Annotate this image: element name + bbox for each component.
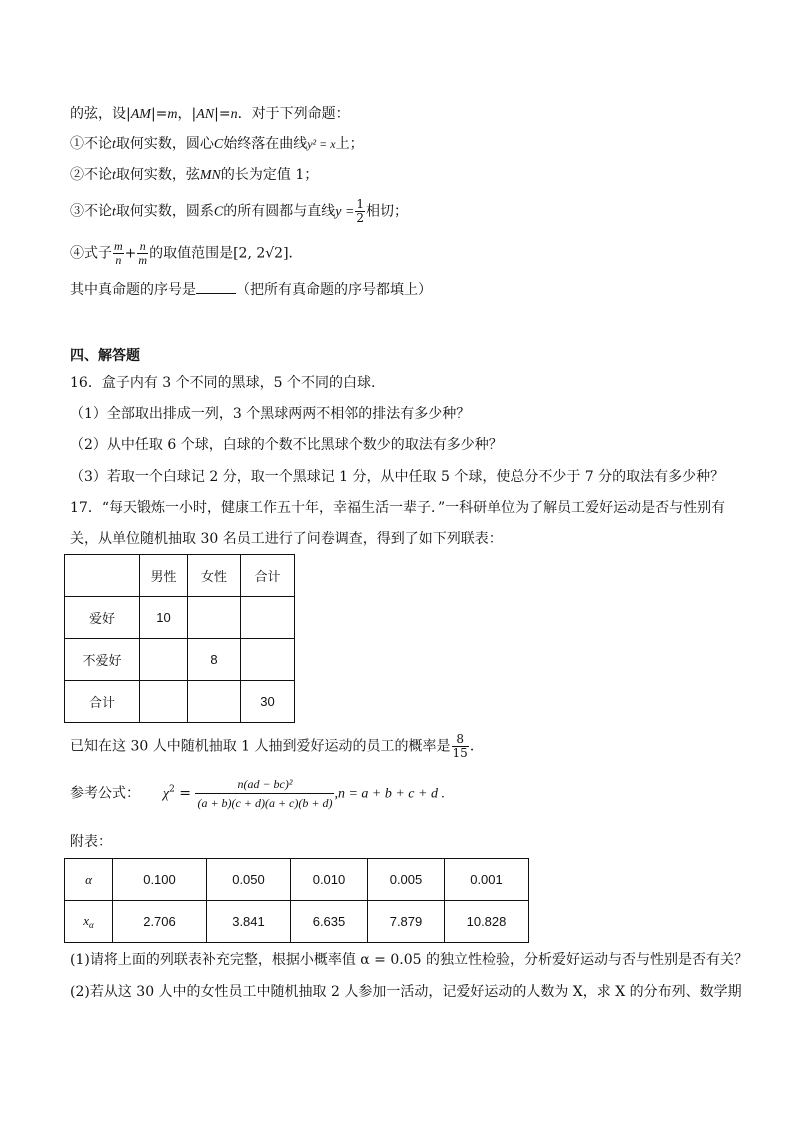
formula-tail: ,n = a + b + c + d . [334,786,445,802]
table-cell: 不爱好 [65,639,140,681]
table-cell: 10 [140,597,188,639]
p15-statement-3 [70,198,408,225]
table-cell: 0.001 [445,859,529,901]
table-cell: 3.841 [207,901,291,943]
prob-fraction [452,733,469,760]
an-symbol: AN [196,107,215,122]
table-cell: 7.879 [368,901,445,943]
c-symbol: C [213,204,224,220]
x-label: x [83,913,90,928]
half-numerator: 1 [356,197,365,211]
p15-statement-4 [70,240,303,267]
s3-d: 相切； [366,203,409,220]
table-row [65,681,295,723]
p15-statement-1 [70,134,364,155]
table-cell [140,681,188,723]
prob-text: 已知在这 30 人中随机抽取 1 人抽到爱好运动的员工的概率是 [70,738,451,755]
table-cell [241,639,295,681]
y-equals: y = [335,204,355,220]
p17-probability-line [70,733,484,760]
p16-stem: 16．盒子内有 3 个不同的黑球，5 个不同的白球. [70,375,376,391]
s3-a: ③不论 [70,203,112,220]
table-cell [241,597,295,639]
critical-row [65,901,529,943]
p15-intro-e: ．对于下列命题： [237,106,350,122]
s4-b: 的取值范围是 [149,245,234,262]
table-cell: 合计 [241,555,295,597]
p15-statement-2 [70,165,318,186]
table-cell: 6.635 [291,901,368,943]
p15-intro-line [70,104,350,125]
formula-label: 参考公式： [70,785,140,802]
x-alpha-label [65,901,113,943]
m-symbol: m [167,107,178,122]
nm-num: n [137,240,148,254]
s3-b: 取何实数，圆系 [115,203,214,220]
table-cell: 0.050 [207,859,291,901]
table-cell [188,597,241,639]
m-over-n-fraction [113,240,124,267]
table-cell: 30 [241,681,295,723]
s1-b: 取何实数，圆心 [115,136,214,152]
c-symbol: C [213,137,224,152]
p15-intro-a: 的弦，设| [70,106,131,122]
chi-square-fraction [195,775,334,812]
table-cell: 0.005 [368,859,445,901]
q-b: （把所有真命题的序号都填上） [236,282,432,298]
s4-c: ． [288,245,303,262]
p17-stem-2: 关，从单位随机抽取 30 名员工进行了问卷调查，得到了如下列联表： [70,531,503,547]
table-cell: 合计 [65,681,140,723]
section-title: 四、解答题 [70,348,140,364]
table-cell: 2.706 [113,901,207,943]
formula-numerator: n(ad − bc)² [195,775,334,794]
answer-blank[interactable] [196,279,236,294]
range-value: [2, 2√2] [233,245,289,262]
table-cell: 0.100 [113,859,207,901]
table-cell [65,555,140,597]
mn-den: n [115,253,122,267]
s2-a: ②不论 [70,167,112,183]
half-fraction [355,198,365,225]
table-cell: 爱好 [65,597,140,639]
chi-symbol: χ [162,786,170,802]
nm-den: m [138,253,148,267]
s1-c: 始终落在曲线 [223,136,308,152]
s2-b: 取何实数，弦 [115,167,200,183]
p15-intro-d: |= [214,106,231,122]
s3-c: 的所有圆都与直线 [223,203,336,220]
table-row [65,597,295,639]
curve-expression: y² = x [307,137,336,151]
table-row [65,639,295,681]
p15-question-line [70,279,432,300]
p16-q2: （2）从中任取 6 个球，白球的个数不比黑球个数少的取法有多少种？ [70,437,503,453]
p16-q3: （3）若取一个白球记 2 分，取一个黑球记 1 分，从中任取 5 个球，使总分不少于 7 分的取法有多少种？ [70,469,725,485]
p17-stem-1: 17．“每天锻炼一小时，健康工作五十年，幸福生活一辈子．”一科研单位为了解员工爱好运动是否与性别有 [70,500,726,516]
t-symbol: t [112,137,116,152]
prob-end: ． [469,738,484,755]
formula-denominator: (a + b)(c + d)(a + c)(b + d) [197,796,333,810]
s1-a: ①不论 [70,136,112,152]
s1-d: 上； [335,136,364,152]
q-a: 其中真命题的序号是 [70,282,196,298]
t-symbol: t [112,204,116,220]
mn-num: m [114,239,123,253]
alpha-label: α [65,859,113,901]
plus-sign: + [124,245,137,262]
prob-num: 8 [452,733,469,747]
equals-sign: = [179,785,191,802]
chi-superscript: 2 [169,784,175,795]
prob-den: 15 [452,746,468,760]
table-cell: 0.010 [291,859,368,901]
t-symbol: t [112,168,116,183]
alpha-row [65,859,529,901]
p17-q2: (2)若从这 30 人中的女性员工中随机抽取 2 人参加一活动，记爱好运动的人数为 X，求 X 的分布列、数学期 [70,984,742,1000]
p15-intro-c: ，| [177,106,197,122]
am-symbol: AM [130,107,151,122]
table-cell: 男性 [140,555,188,597]
n-symbol: n [230,107,238,122]
n-over-m-fraction [137,240,148,267]
table-cell: 8 [188,639,241,681]
s2-c: 的长为定值 1； [220,167,319,183]
critical-value-table [64,858,529,943]
x-subscript: α [89,920,94,930]
table-header-row [65,555,295,597]
p17-q1: (1)请将上面的列联表补充完整，根据小概率值 α = 0.05 的独立性检验，分析爱好运动与否与性别是否有关？ [70,952,748,968]
p15-intro-b: |= [150,106,168,122]
table-cell: 女性 [188,555,241,597]
table-cell [140,639,188,681]
table-cell: 10.828 [445,901,529,943]
appendix-label: 附表： [70,834,112,850]
s4-a: ④式子 [70,245,112,262]
reference-formula [70,775,445,812]
mn-symbol: MN [199,168,221,183]
p16-q1: （1）全部取出排成一列，3 个黑球两两不相邻的排法有多少种？ [70,406,471,422]
half-denominator: 2 [356,211,365,225]
table-cell [188,681,241,723]
contingency-table [64,554,295,723]
